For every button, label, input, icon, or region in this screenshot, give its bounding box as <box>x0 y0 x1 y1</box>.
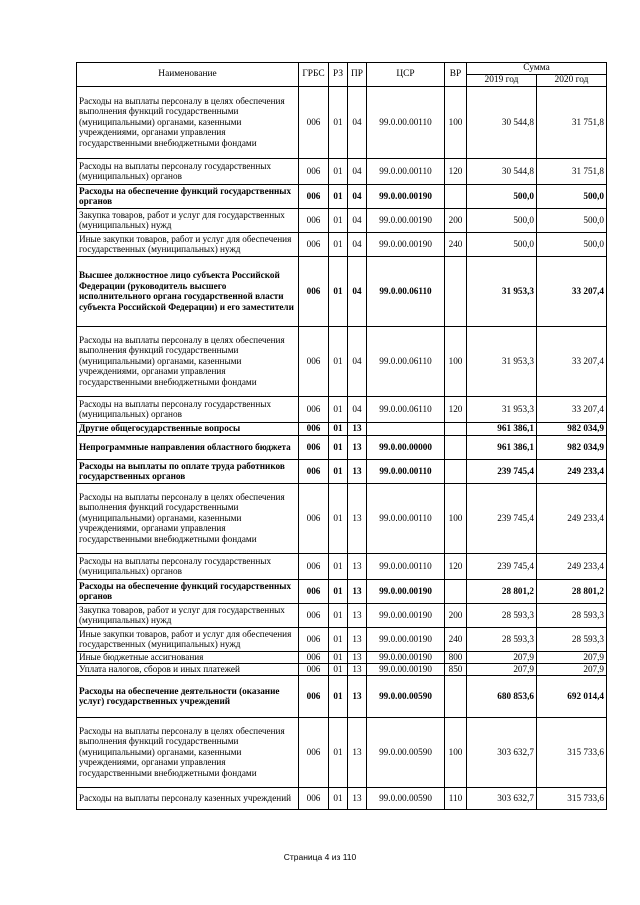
cell-y2020: 31 751,8 <box>537 86 607 158</box>
table-row <box>77 208 607 232</box>
cell-vr: 800 <box>445 651 467 663</box>
cell-grbs: 006 <box>299 579 329 603</box>
cell-rz: 01 <box>329 459 348 483</box>
cell-csr: 99.0.00.00190 <box>367 651 445 663</box>
cell-pr: 13 <box>348 459 367 483</box>
cell-csr: 99.0.00.00590 <box>367 787 445 809</box>
cell-y2019: 680 853,6 <box>467 675 537 717</box>
table-row <box>77 787 607 809</box>
cell-y2020: 315 733,6 <box>537 717 607 787</box>
cell-name: Расходы на выплаты персоналу казенных учреждений <box>77 787 299 809</box>
cell-vr: 100 <box>445 717 467 787</box>
cell-y2020: 207,9 <box>537 651 607 663</box>
cell-pr: 13 <box>348 483 367 553</box>
cell-pr: 04 <box>348 256 367 326</box>
cell-y2020: 28 801,2 <box>537 579 607 603</box>
header-2019: 2019 год <box>467 75 537 87</box>
cell-vr: 200 <box>445 603 467 627</box>
cell-csr: 99.0.00.00190 <box>367 208 445 232</box>
cell-y2019: 239 745,4 <box>467 553 537 579</box>
cell-y2019: 239 745,4 <box>467 483 537 553</box>
cell-rz: 01 <box>329 326 348 396</box>
cell-y2020: 500,0 <box>537 208 607 232</box>
cell-y2020: 33 207,4 <box>537 256 607 326</box>
cell-pr: 04 <box>348 232 367 256</box>
cell-y2020: 249 233,4 <box>537 483 607 553</box>
table-row <box>77 256 607 326</box>
cell-rz: 01 <box>329 627 348 651</box>
cell-y2020: 207,9 <box>537 663 607 675</box>
cell-grbs: 006 <box>299 603 329 627</box>
cell-rz: 01 <box>329 663 348 675</box>
cell-csr: 99.0.00.00190 <box>367 603 445 627</box>
cell-csr: 99.0.00.06110 <box>367 256 445 326</box>
cell-name: Иные бюджетные ассигнования <box>77 651 299 663</box>
cell-vr: 120 <box>445 158 467 184</box>
cell-vr <box>445 459 467 483</box>
cell-pr: 13 <box>348 579 367 603</box>
cell-vr: 100 <box>445 86 467 158</box>
cell-vr <box>445 675 467 717</box>
cell-y2020: 982 034,9 <box>537 435 607 459</box>
cell-rz: 01 <box>329 158 348 184</box>
table-row <box>77 603 607 627</box>
header-pr: ПР <box>348 63 367 87</box>
cell-grbs: 006 <box>299 232 329 256</box>
cell-y2019: 31 953,3 <box>467 396 537 422</box>
table-row <box>77 86 607 158</box>
table-row <box>77 422 607 435</box>
cell-pr: 13 <box>348 663 367 675</box>
cell-y2019: 961 386,1 <box>467 422 537 435</box>
cell-name: Расходы на выплаты персоналу в целях обеспечения выполнения функций государственными (муниципальными) органами, казенными учреждениями, органами управления государственными внебюджетными фондами <box>77 86 299 158</box>
cell-csr: 99.0.00.00190 <box>367 184 445 208</box>
cell-grbs: 006 <box>299 663 329 675</box>
table-row <box>77 627 607 651</box>
cell-grbs: 006 <box>299 675 329 717</box>
cell-vr: 110 <box>445 787 467 809</box>
cell-rz: 01 <box>329 208 348 232</box>
cell-vr <box>445 579 467 603</box>
cell-name: Высшее должностное лицо субъекта Российской Федерации (руководитель высшего исполнительного органа государственной власти субъекта Российской Федерации) и его заместители <box>77 256 299 326</box>
cell-pr: 13 <box>348 717 367 787</box>
cell-rz: 01 <box>329 422 348 435</box>
cell-rz: 01 <box>329 435 348 459</box>
cell-y2020: 28 593,3 <box>537 603 607 627</box>
cell-csr: 99.0.00.06110 <box>367 326 445 396</box>
cell-name: Закупка товаров, работ и услуг для государственных (муниципальных) нужд <box>77 208 299 232</box>
cell-y2019: 961 386,1 <box>467 435 537 459</box>
cell-vr: 850 <box>445 663 467 675</box>
cell-pr: 13 <box>348 435 367 459</box>
cell-pr: 13 <box>348 627 367 651</box>
cell-name: Расходы на выплаты персоналу в целях обеспечения выполнения функций государственными (муниципальными) органами, казенными учреждениями, органами управления государственными внебюджетными фондами <box>77 717 299 787</box>
table-row <box>77 663 607 675</box>
cell-name: Другие общегосударственные вопросы <box>77 422 299 435</box>
cell-y2019: 500,0 <box>467 232 537 256</box>
cell-pr: 04 <box>348 86 367 158</box>
cell-vr: 120 <box>445 553 467 579</box>
cell-y2019: 239 745,4 <box>467 459 537 483</box>
cell-csr: 99.0.00.00590 <box>367 717 445 787</box>
cell-name: Расходы на выплаты персоналу государственных (муниципальных) органов <box>77 553 299 579</box>
cell-rz: 01 <box>329 603 348 627</box>
cell-name: Иные закупки товаров, работ и услуг для обеспечения государственных (муниципальных) нужд <box>77 627 299 651</box>
cell-name: Расходы на выплаты персоналу государственных (муниципальных) органов <box>77 158 299 184</box>
cell-csr <box>367 422 445 435</box>
cell-y2019: 303 632,7 <box>467 717 537 787</box>
cell-vr <box>445 256 467 326</box>
header-2020: 2020 год <box>537 75 607 87</box>
cell-grbs: 006 <box>299 184 329 208</box>
cell-csr: 99.0.00.00110 <box>367 459 445 483</box>
table-row <box>77 184 607 208</box>
budget-table <box>76 62 607 810</box>
cell-name: Расходы на выплаты персоналу в целях обеспечения выполнения функций государственными (муниципальными) органами, казенными учреждениями, органами управления государственными внебюджетными фондами <box>77 326 299 396</box>
table-header <box>77 63 607 87</box>
cell-vr <box>445 435 467 459</box>
cell-grbs: 006 <box>299 435 329 459</box>
cell-name: Иные закупки товаров, работ и услуг для обеспечения государственных (муниципальных) нужд <box>77 232 299 256</box>
cell-pr: 04 <box>348 158 367 184</box>
table-row <box>77 232 607 256</box>
cell-pr: 13 <box>348 553 367 579</box>
cell-csr: 99.0.00.00110 <box>367 86 445 158</box>
cell-csr: 99.0.00.00110 <box>367 483 445 553</box>
cell-csr: 99.0.00.00590 <box>367 675 445 717</box>
cell-vr: 120 <box>445 396 467 422</box>
header-sum: Сумма <box>467 63 607 75</box>
cell-csr: 99.0.00.00190 <box>367 579 445 603</box>
cell-rz: 01 <box>329 256 348 326</box>
cell-name: Закупка товаров, работ и услуг для государственных (муниципальных) нужд <box>77 603 299 627</box>
cell-y2019: 500,0 <box>467 208 537 232</box>
cell-pr: 13 <box>348 603 367 627</box>
cell-grbs: 006 <box>299 256 329 326</box>
table-row <box>77 675 607 717</box>
cell-y2019: 31 953,3 <box>467 326 537 396</box>
cell-pr: 04 <box>348 184 367 208</box>
cell-y2019: 207,9 <box>467 663 537 675</box>
cell-pr: 04 <box>348 396 367 422</box>
cell-grbs: 006 <box>299 158 329 184</box>
cell-rz: 01 <box>329 553 348 579</box>
cell-name: Расходы на выплаты персоналу государственных (муниципальных) органов <box>77 396 299 422</box>
cell-y2019: 28 593,3 <box>467 627 537 651</box>
cell-y2020: 31 751,8 <box>537 158 607 184</box>
cell-vr: 240 <box>445 627 467 651</box>
cell-grbs: 006 <box>299 651 329 663</box>
cell-grbs: 006 <box>299 396 329 422</box>
cell-y2019: 31 953,3 <box>467 256 537 326</box>
header-grbs: ГРБС <box>299 63 329 87</box>
cell-y2020: 982 034,9 <box>537 422 607 435</box>
cell-vr <box>445 422 467 435</box>
cell-pr: 04 <box>348 326 367 396</box>
cell-vr <box>445 184 467 208</box>
cell-name: Непрограммные направления областного бюджета <box>77 435 299 459</box>
table-row <box>77 326 607 396</box>
header-csr: ЦСР <box>367 63 445 87</box>
cell-grbs: 006 <box>299 459 329 483</box>
cell-rz: 01 <box>329 184 348 208</box>
cell-y2020: 28 593,3 <box>537 627 607 651</box>
cell-y2019: 28 593,3 <box>467 603 537 627</box>
cell-rz: 01 <box>329 86 348 158</box>
cell-pr: 13 <box>348 422 367 435</box>
cell-pr: 04 <box>348 208 367 232</box>
cell-name: Расходы на обеспечение функций государственных органов <box>77 579 299 603</box>
cell-y2019: 303 632,7 <box>467 787 537 809</box>
cell-rz: 01 <box>329 675 348 717</box>
cell-rz: 01 <box>329 232 348 256</box>
cell-grbs: 006 <box>299 86 329 158</box>
cell-vr: 200 <box>445 208 467 232</box>
cell-grbs: 006 <box>299 787 329 809</box>
table-row <box>77 553 607 579</box>
cell-grbs: 006 <box>299 483 329 553</box>
cell-y2019: 30 544,8 <box>467 86 537 158</box>
cell-pr: 13 <box>348 787 367 809</box>
cell-y2019: 30 544,8 <box>467 158 537 184</box>
cell-name: Расходы на обеспечение функций государственных органов <box>77 184 299 208</box>
table-row <box>77 459 607 483</box>
page-number: Страница 4 из 110 <box>283 852 357 862</box>
cell-csr: 99.0.00.00190 <box>367 232 445 256</box>
cell-name: Расходы на выплаты персоналу в целях обеспечения выполнения функций государственными (муниципальными) органами, казенными учреждениями, органами управления государственными внебюджетными фондами <box>77 483 299 553</box>
cell-y2020: 33 207,4 <box>537 396 607 422</box>
cell-csr: 99.0.00.06110 <box>367 396 445 422</box>
cell-y2019: 207,9 <box>467 651 537 663</box>
cell-grbs: 006 <box>299 717 329 787</box>
cell-grbs: 006 <box>299 627 329 651</box>
cell-vr: 100 <box>445 483 467 553</box>
table-body <box>77 86 607 809</box>
cell-grbs: 006 <box>299 208 329 232</box>
cell-rz: 01 <box>329 396 348 422</box>
header-vr: ВР <box>445 63 467 87</box>
cell-grbs: 006 <box>299 422 329 435</box>
table-row <box>77 483 607 553</box>
table-row <box>77 651 607 663</box>
cell-csr: 99.0.00.00190 <box>367 627 445 651</box>
cell-y2020: 315 733,6 <box>537 787 607 809</box>
cell-name: Расходы на обеспечение деятельности (оказание услуг) государственных учреждений <box>77 675 299 717</box>
header-rz: РЗ <box>329 63 348 87</box>
cell-grbs: 006 <box>299 326 329 396</box>
table-row <box>77 158 607 184</box>
cell-csr: 99.0.00.00190 <box>367 663 445 675</box>
cell-y2020: 249 233,4 <box>537 553 607 579</box>
cell-csr: 99.0.00.00000 <box>367 435 445 459</box>
cell-vr: 100 <box>445 326 467 396</box>
table-row <box>77 435 607 459</box>
table-row <box>77 579 607 603</box>
cell-name: Расходы на выплаты по оплате труда работников государственных органов <box>77 459 299 483</box>
cell-y2020: 33 207,4 <box>537 326 607 396</box>
cell-y2020: 500,0 <box>537 184 607 208</box>
cell-vr: 240 <box>445 232 467 256</box>
cell-name: Уплата налогов, сборов и иных платежей <box>77 663 299 675</box>
cell-y2020: 249 233,4 <box>537 459 607 483</box>
cell-pr: 13 <box>348 651 367 663</box>
header-name: Наименование <box>77 63 299 87</box>
cell-rz: 01 <box>329 483 348 553</box>
cell-rz: 01 <box>329 787 348 809</box>
cell-rz: 01 <box>329 717 348 787</box>
cell-rz: 01 <box>329 579 348 603</box>
cell-y2020: 500,0 <box>537 232 607 256</box>
table-row <box>77 717 607 787</box>
table-row <box>77 396 607 422</box>
cell-csr: 99.0.00.00110 <box>367 553 445 579</box>
cell-grbs: 006 <box>299 553 329 579</box>
cell-y2019: 500,0 <box>467 184 537 208</box>
cell-pr: 13 <box>348 675 367 717</box>
cell-rz: 01 <box>329 651 348 663</box>
cell-y2019: 28 801,2 <box>467 579 537 603</box>
cell-y2020: 692 014,4 <box>537 675 607 717</box>
cell-csr: 99.0.00.00110 <box>367 158 445 184</box>
